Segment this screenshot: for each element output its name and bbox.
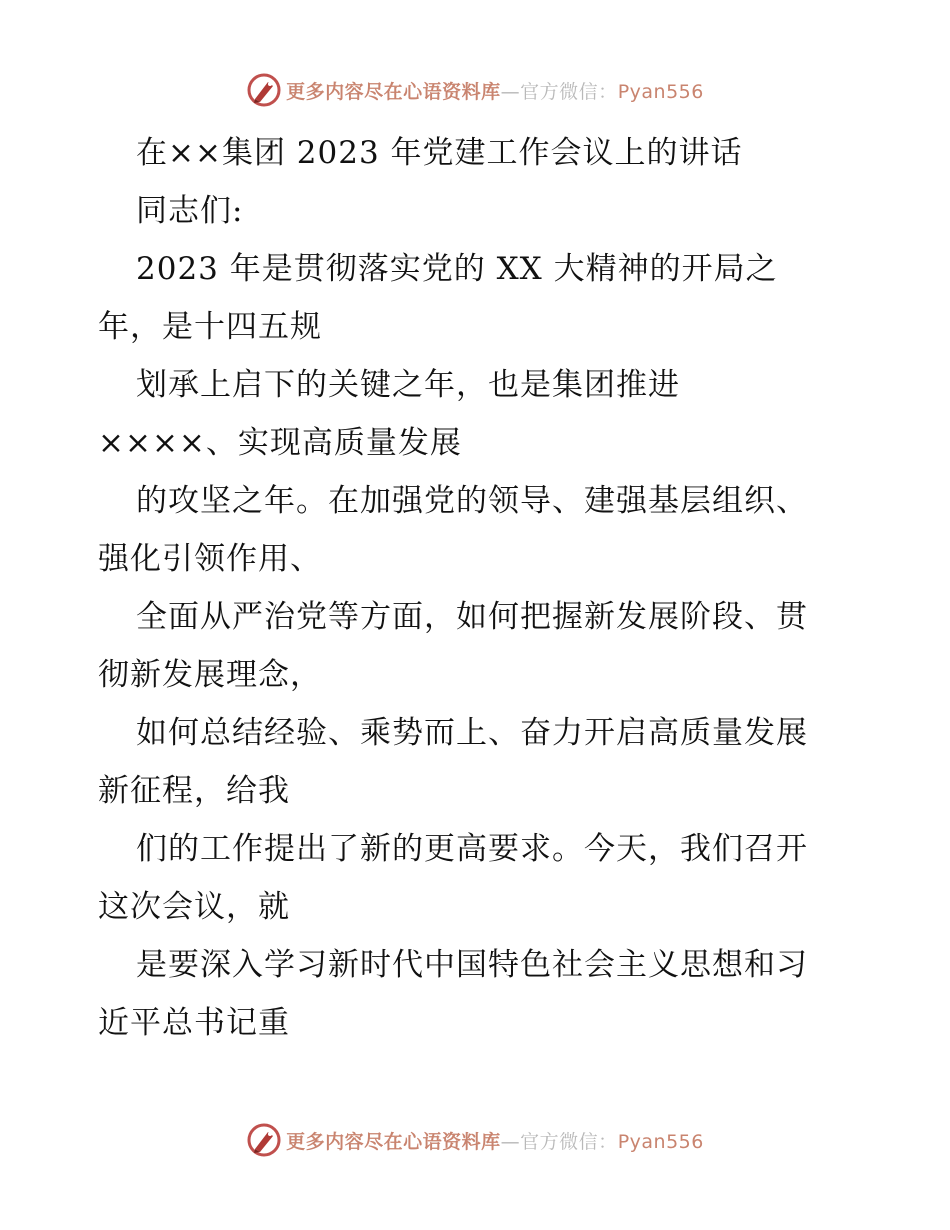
text-line: 是要深入学习新时代中国特色社会主义思想和习: [136, 947, 808, 983]
text-line: 这次会议，就: [98, 889, 290, 925]
header-watermark: [0, 68, 950, 112]
text-line: 如何总结经验、乘势而上、奋力开启高质量发展: [136, 715, 808, 751]
document-body: [98, 124, 858, 1052]
text-line: 彻新发展理念，: [98, 657, 322, 693]
text-line: 全面从严治党等方面，如何把握新发展阶段、贯: [136, 599, 808, 635]
text-line: 同志们:: [136, 193, 244, 229]
footer-watermark: [0, 1118, 950, 1162]
text-line: 新征程，给我: [98, 773, 290, 809]
document-title: 在××集团 2023 年党建工作会议上的讲话: [136, 135, 743, 171]
text-line: 的攻坚之年。在加强党的领导、建强基层组织、: [136, 483, 808, 519]
pen-logo-icon: [246, 1122, 282, 1158]
pen-logo-icon: [246, 72, 282, 108]
text-line: 近平总书记重: [98, 1005, 290, 1041]
text-line: 年，是十四五规: [98, 309, 322, 345]
watermark-text: 更多内容尽在心语资料库—官方微信：Pyan556: [286, 80, 704, 103]
watermark-text: 更多内容尽在心语资料库—官方微信：Pyan556: [286, 1130, 704, 1153]
text-line: 2023 年是贯彻落实党的 XX 大精神的开局之: [136, 251, 778, 287]
text-line: 划承上启下的关键之年，也是集团推进: [136, 367, 680, 403]
text-line: ××××、实现高质量发展: [98, 425, 462, 461]
text-line: 们的工作提出了新的更高要求。今天，我们召开: [136, 831, 808, 867]
text-line: 强化引领作用、: [98, 541, 322, 577]
